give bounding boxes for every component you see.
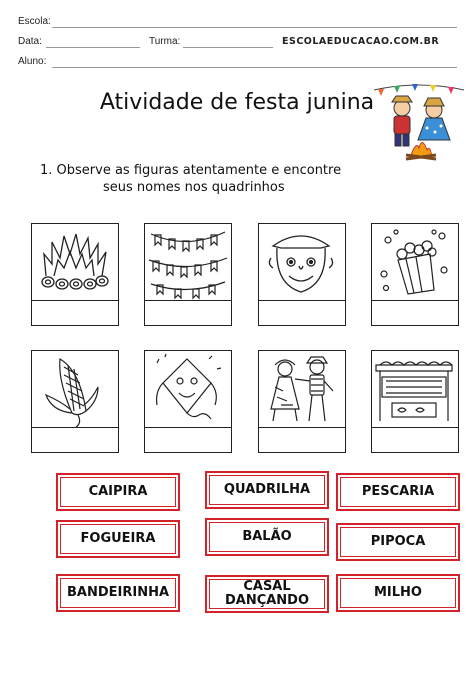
answer-box-8[interactable] xyxy=(372,427,458,452)
corn-cob-icon xyxy=(32,351,118,429)
answer-box-5[interactable] xyxy=(32,427,118,452)
answer-box-3[interactable] xyxy=(259,300,345,325)
festa-clipart xyxy=(372,78,466,162)
dancing-couple-icon xyxy=(259,351,345,429)
picture-card-couple xyxy=(258,350,346,453)
answer-box-6[interactable] xyxy=(145,427,231,452)
bonfire-icon xyxy=(32,224,118,302)
picture-card-bonfire xyxy=(31,223,119,326)
word-box-casal-dancando[interactable]: CASAL DANÇANDO xyxy=(205,575,329,613)
answer-box-7[interactable] xyxy=(259,427,345,452)
word-box-bandeirinha[interactable]: BANDEIRINHA xyxy=(56,574,180,612)
popcorn-icon xyxy=(372,224,458,302)
instruction-line-2: seus nomes nos quadrinhos xyxy=(103,180,285,195)
picture-card-face xyxy=(258,223,346,326)
student-label: Aluno: xyxy=(18,56,47,67)
site-name: ESCOLAEDUCACAO.COM.BR xyxy=(282,36,440,47)
picture-card-popcorn xyxy=(371,223,459,326)
picture-card-kite xyxy=(144,350,232,453)
fishing-stall-icon xyxy=(372,351,458,429)
word-box-pipoca[interactable]: PIPOCA xyxy=(336,523,460,561)
word-box-caipira[interactable]: CAIPIRA xyxy=(56,473,180,511)
page-title: Atividade de festa junina xyxy=(99,90,375,115)
word-box-quadrilha[interactable]: QUADRILHA xyxy=(205,471,329,509)
student-field[interactable] xyxy=(52,67,457,68)
school-label: Escola: xyxy=(18,16,51,27)
date-field[interactable] xyxy=(46,47,140,48)
class-label: Turma: xyxy=(149,36,181,47)
picture-card-fishing xyxy=(371,350,459,453)
word-box-milho[interactable]: MILHO xyxy=(336,574,460,612)
word-box-fogueira[interactable]: FOGUEIRA xyxy=(56,520,180,558)
picture-card-corn xyxy=(31,350,119,453)
caipira-boy-face-icon xyxy=(259,224,345,302)
kite-icon xyxy=(145,351,231,429)
picture-card-bunting xyxy=(144,223,232,326)
answer-box-2[interactable] xyxy=(145,300,231,325)
festa-couple-icon xyxy=(372,78,466,162)
word-box-pescaria[interactable]: PESCARIA xyxy=(336,473,460,511)
word-box-balao[interactable]: BALÃO xyxy=(205,518,329,556)
bunting-flags-icon xyxy=(145,224,231,302)
instruction-line-1: 1. Observe as figuras atentamente e encontre xyxy=(40,163,342,178)
date-label: Data: xyxy=(18,36,42,47)
answer-box-4[interactable] xyxy=(372,300,458,325)
school-field[interactable] xyxy=(52,27,457,28)
answer-box-1[interactable] xyxy=(32,300,118,325)
class-field[interactable] xyxy=(183,47,273,48)
